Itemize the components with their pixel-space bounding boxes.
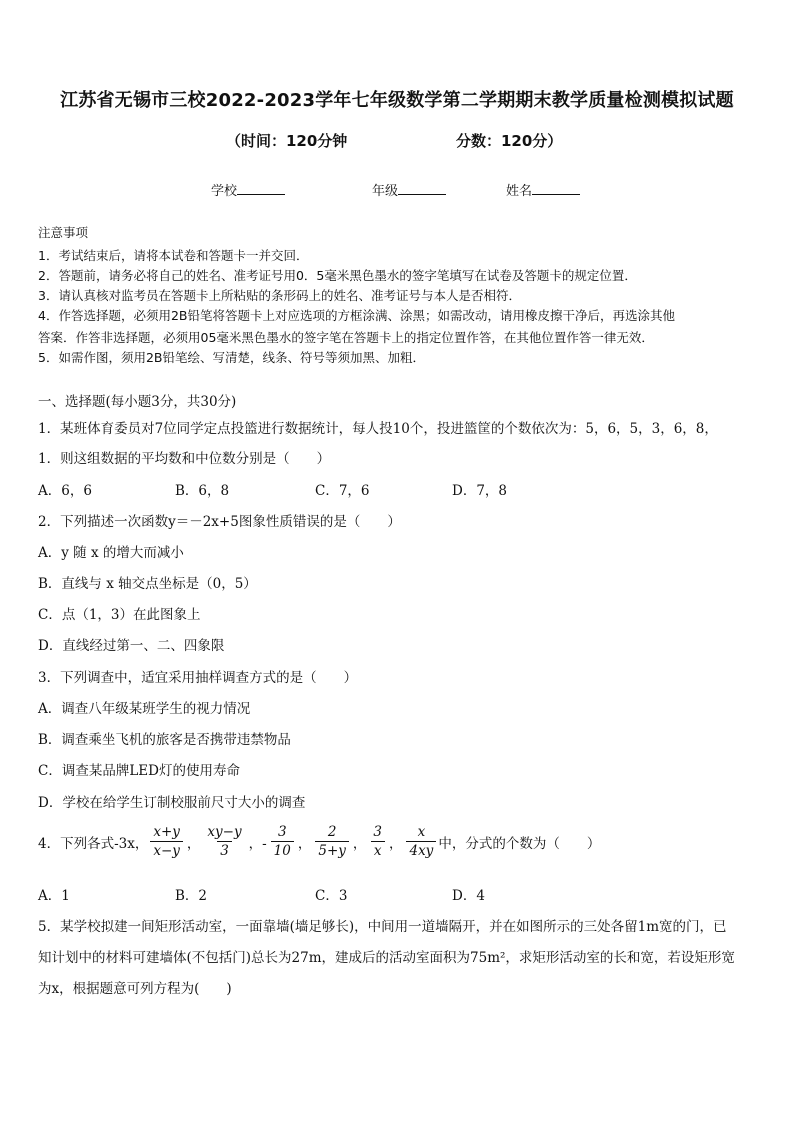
fraction-3 (271, 824, 294, 859)
fraction-4 (315, 824, 349, 859)
question-1-option-b[interactable]: B．6，8 (175, 483, 230, 499)
question-5-line1: 5．某学校拟建一间矩形活动室，一面靠墙(墙足够长)，中间用一道墙隔开，并在如图所示的三处各留1m宽的门，已 (38, 919, 727, 935)
separator: ， (297, 835, 312, 852)
notice-item: 答案．作答非选择题，必须用05毫米黑色墨水的签字笔在答题卡上的指定位置作答，在其他位置作答一律无效． (38, 330, 654, 345)
question-2-option-c[interactable]: C．点（1，3）在此图象上 (38, 607, 201, 623)
question-1-option-d[interactable]: D．7，8 (452, 483, 508, 499)
question-3-stem: 3．下列调查中，适宜采用抽样调查方式的是（ ） (38, 670, 358, 686)
question-4-suffix: 中，分式的个数为（ ） (438, 835, 601, 852)
question-3-option-a[interactable]: A．调查八年级某班学生的视力情况 (38, 701, 251, 717)
question-5-line3: 为x，根据题意可列方程为( ) (38, 981, 232, 997)
question-1-option-a[interactable]: A．6，6 (38, 483, 92, 499)
fraction-2 (204, 824, 244, 859)
name-label: 姓名 (506, 184, 533, 199)
question-1-option-c[interactable]: C．7，6 (315, 483, 370, 499)
fraction-denominator: 4xy (406, 841, 436, 859)
exam-title: 江苏省无锡市三校2022-2023学年七年级数学第二学期期末教学质量检测模拟试题 (60, 90, 734, 111)
grade-blank[interactable] (398, 182, 446, 195)
fraction-numerator: 2 (327, 824, 337, 840)
section-heading: 一、选择题(每小题3分，共30分) (38, 394, 237, 410)
fraction-numerator: 3 (373, 824, 382, 840)
notice-heading: 注意事项 (38, 225, 89, 240)
fraction-numerator: x (417, 824, 426, 840)
fraction-5 (370, 824, 385, 859)
notice-item: 5．如需作图，须用2B铅笔绘、写清楚，线条、符号等须加黑、加粗． (38, 350, 425, 365)
question-4-option-a[interactable]: A．1 (38, 888, 70, 904)
name-field (506, 180, 580, 199)
notice-item: 3．请认真核对监考员在答题卡上所粘贴的条形码上的姓名、准考证号与本人是否相符． (38, 288, 521, 303)
question-2-stem: 2．下列描述一次函数y＝－2x+5图象性质错误的是（ ） (38, 514, 401, 530)
notice-item: 1．考试结束后，请将本试卷和答题卡一并交回． (38, 248, 309, 263)
exam-score: 分数：120分） (456, 132, 563, 150)
fraction-numerator: xy−y (207, 824, 242, 840)
question-4-option-d[interactable]: D．4 (452, 888, 485, 904)
grade-label: 年级 (372, 184, 399, 199)
fraction-1 (150, 824, 183, 859)
fraction-6 (406, 824, 436, 859)
fraction-denominator: 5+y (315, 841, 349, 859)
separator: ，- (248, 835, 267, 852)
question-1-line1: 1．某班体育委员对7位同学定点投篮进行数据统计，每人投10个，投进篮筐的个数依次为：5，6，5，3，6，8， (38, 421, 718, 437)
fraction-denominator: x (371, 841, 385, 859)
fraction-denominator: 3 (217, 841, 232, 859)
separator: ， (352, 835, 367, 852)
fraction-denominator: x−y (150, 841, 183, 859)
question-4-option-b[interactable]: B．2 (175, 888, 208, 904)
separator: ， (186, 835, 201, 852)
question-5-line2: 知计划中的材料可建墙体(不包括门)总长为27m，建成后的活动室面积为75m²，求矩形活动室的长和宽，若设矩形宽 (38, 950, 735, 966)
question-4-stem (38, 824, 600, 859)
separator: ， (388, 835, 403, 852)
question-1-line2: 1．则这组数据的平均数和中位数分别是（ ） (38, 451, 331, 467)
question-2-option-d[interactable]: D．直线经过第一、二、四象限 (38, 638, 225, 654)
question-3-option-d[interactable]: D．学校在给学生订制校服前尺寸大小的调查 (38, 795, 306, 811)
name-blank[interactable] (532, 182, 580, 195)
school-field (211, 180, 285, 199)
fraction-numerator: 3 (277, 824, 287, 840)
notice-item: 2．答题前，请务必将自己的姓名、准考证号用0．5毫米黑色墨水的签字笔填写在试卷及答题卡的规定位置． (38, 268, 637, 283)
fraction-numerator: x+y (153, 824, 180, 840)
question-3-option-c[interactable]: C．调查某品牌LED灯的使用寿命 (38, 763, 240, 779)
question-4-prefix: 4．下列各式-3x， (38, 835, 149, 852)
exam-time: （时间：120分钟 (226, 132, 348, 150)
notice-item: 4．作答选择题，必须用2B铅笔将答题卡上对应选项的方框涂满、涂黑；如需改动，请用橡皮擦干净后，再选涂其他 (38, 308, 675, 323)
fraction-denominator: 10 (271, 841, 294, 859)
school-blank[interactable] (237, 182, 285, 195)
grade-field (372, 180, 446, 199)
question-2-option-b[interactable]: B．直线与 x 轴交点坐标是（0，5） (38, 576, 257, 592)
question-2-option-a[interactable]: A．y 随 x 的增大而减小 (38, 545, 184, 561)
question-4-option-c[interactable]: C．3 (315, 888, 348, 904)
school-label: 学校 (211, 184, 238, 199)
question-3-option-b[interactable]: B．调查乘坐飞机的旅客是否携带违禁物品 (38, 732, 291, 748)
